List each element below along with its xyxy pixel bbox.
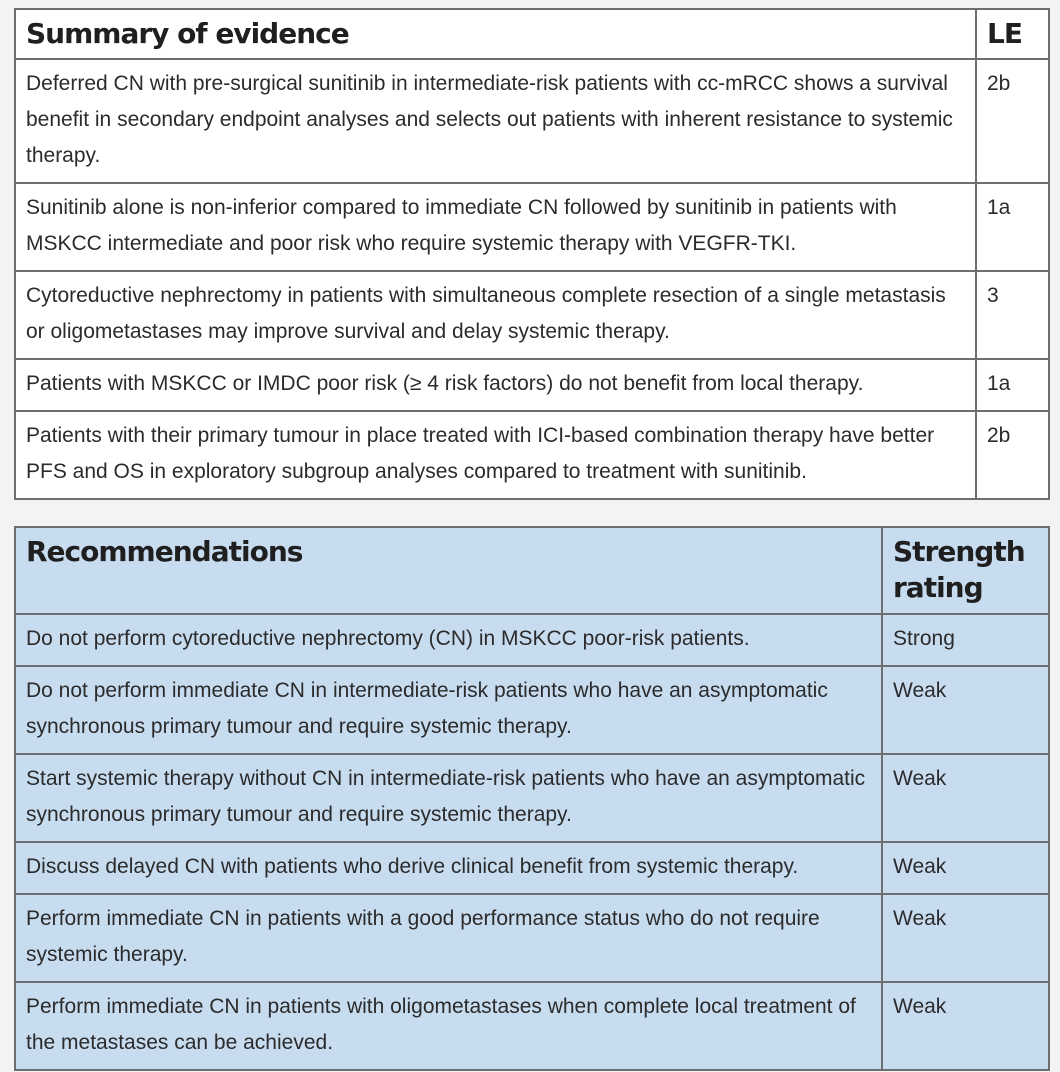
table-header-row xyxy=(15,527,1049,614)
evidence-statement: Patients with their primary tumour in place treated with ICI-based combination therapy have better PFS and OS in exploratory subgroup analyses compared to treatment with sunitinib. xyxy=(15,411,976,499)
recommendations-header: Recommendations xyxy=(15,527,882,614)
table-row xyxy=(15,842,1049,894)
recommendations-table xyxy=(14,526,1050,1071)
recommendation-text: Start systemic therapy without CN in intermediate-risk patients who have an asymptomatic synchronous primary tumour and require systemic therapy. xyxy=(15,754,882,842)
table-row xyxy=(15,614,1049,666)
recommendation-text: Perform immediate CN in patients with oligometastases when complete local treatment of the metastases can be achieved. xyxy=(15,982,882,1070)
table-row xyxy=(15,359,1049,411)
evidence-statement: Sunitinib alone is non-inferior compared to immediate CN followed by sunitinib in patients with MSKCC intermediate and poor risk who require systemic therapy with VEGFR-TKI. xyxy=(15,183,976,271)
strength-rating: Strong xyxy=(882,614,1049,666)
summary-of-evidence-header: Summary of evidence xyxy=(15,9,976,59)
evidence-level: 2b xyxy=(976,59,1049,183)
table-header-row xyxy=(15,9,1049,59)
summary-of-evidence-table xyxy=(14,8,1050,500)
table-row xyxy=(15,982,1049,1070)
evidence-statement: Patients with MSKCC or IMDC poor risk (≥ 4 risk factors) do not benefit from local therapy. xyxy=(15,359,976,411)
recommendation-text: Discuss delayed CN with patients who derive clinical benefit from systemic therapy. xyxy=(15,842,882,894)
evidence-level: 3 xyxy=(976,271,1049,359)
strength-rating-header: Strength rating xyxy=(882,527,1049,614)
table-row xyxy=(15,183,1049,271)
table-row xyxy=(15,271,1049,359)
strength-rating: Weak xyxy=(882,982,1049,1070)
table-row xyxy=(15,666,1049,754)
strength-rating: Weak xyxy=(882,842,1049,894)
evidence-statement: Deferred CN with pre-surgical sunitinib in intermediate-risk patients with cc-mRCC shows a survival benefit in secondary endpoint analyses and selects out patients with inherent resistance to systemic therapy. xyxy=(15,59,976,183)
table-row xyxy=(15,59,1049,183)
strength-rating: Weak xyxy=(882,666,1049,754)
evidence-level: 1a xyxy=(976,359,1049,411)
le-header: LE xyxy=(976,9,1049,59)
recommendation-text: Do not perform immediate CN in intermediate-risk patients who have an asymptomatic synchronous primary tumour and require systemic therapy. xyxy=(15,666,882,754)
strength-rating: Weak xyxy=(882,894,1049,982)
recommendation-text: Do not perform cytoreductive nephrectomy (CN) in MSKCC poor-risk patients. xyxy=(15,614,882,666)
recommendation-text: Perform immediate CN in patients with a good performance status who do not require systemic therapy. xyxy=(15,894,882,982)
table-row xyxy=(15,411,1049,499)
table-row xyxy=(15,894,1049,982)
evidence-level: 1a xyxy=(976,183,1049,271)
table-row xyxy=(15,754,1049,842)
evidence-statement: Cytoreductive nephrectomy in patients with simultaneous complete resection of a single metastasis or oligometastases may improve survival and delay systemic therapy. xyxy=(15,271,976,359)
strength-rating: Weak xyxy=(882,754,1049,842)
evidence-level: 2b xyxy=(976,411,1049,499)
